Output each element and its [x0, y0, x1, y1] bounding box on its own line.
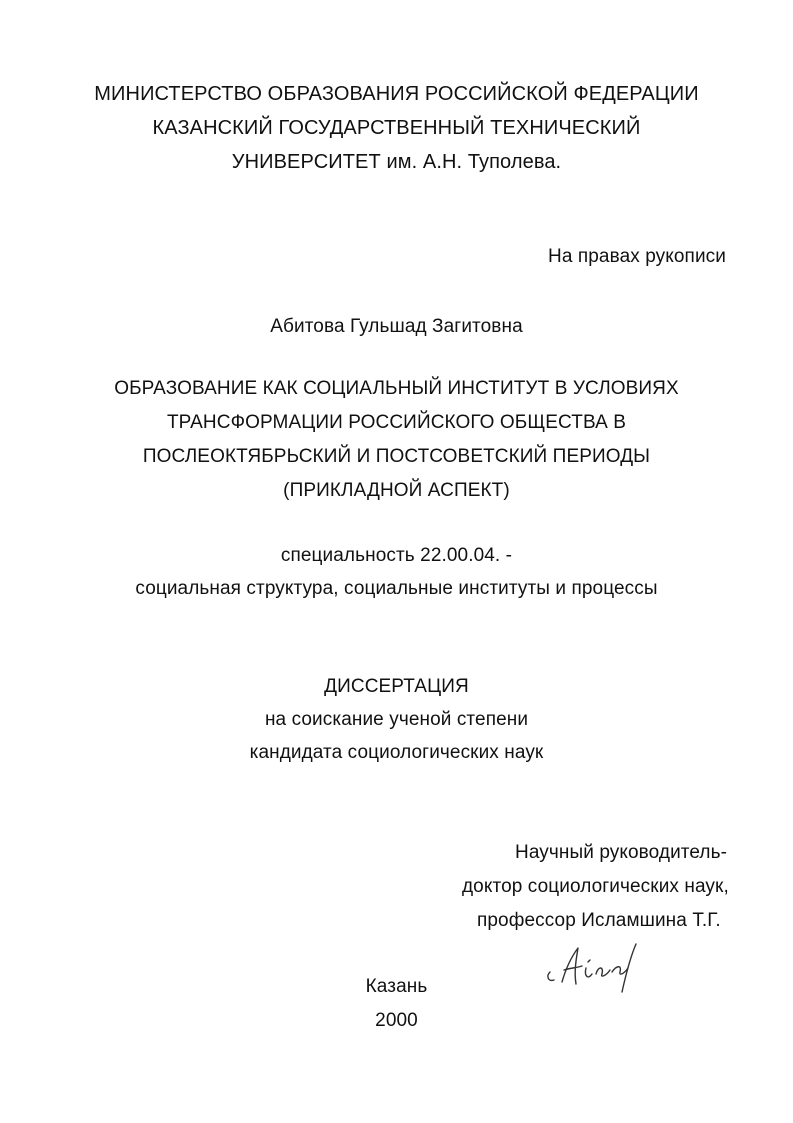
year: 2000	[375, 1010, 418, 1031]
specialty-line-2: социальная структура, социальные институты и процессы	[135, 578, 658, 599]
place-city: Казань	[365, 976, 428, 997]
manuscript-note: На правах рукописи	[548, 246, 726, 267]
title-line-1: ОБРАЗОВАНИЕ КАК СОЦИАЛЬНЫЙ ИНСТИТУТ В УСЛОВИЯХ	[114, 378, 679, 399]
institution-line-2: КАЗАНСКИЙ ГОСУДАРСТВЕННЫЙ ТЕХНИЧЕСКИЙ	[152, 117, 641, 139]
author-name: Абитова Гульшад Загитовна	[270, 316, 523, 337]
specialty-line-1: специальность 22.00.04. -	[280, 545, 513, 566]
degree-heading: ДИССЕРТАЦИЯ	[324, 676, 469, 697]
supervisor-line-3: профессор Исламшина Т.Г.	[477, 910, 721, 931]
institution-line-3: УНИВЕРСИТЕТ им. А.Н. Туполева.	[231, 151, 562, 173]
degree-line-1: на соискание ученой степени	[264, 709, 529, 730]
title-line-3: ПОСЛЕОКТЯБРЬСКИЙ И ПОСТСОВЕТСКИЙ ПЕРИОДЫ	[142, 446, 651, 467]
degree-line-2: кандидата социологических наук	[249, 742, 544, 763]
supervisor-line-2: доктор социологических наук,	[462, 876, 729, 897]
title-line-4: (ПРИКЛАДНОЙ АСПЕКТ)	[283, 480, 510, 501]
title-line-2: ТРАНСФОРМАЦИИ РОССИЙСКОГО ОБЩЕСТВА В	[166, 412, 627, 433]
supervisor-line-1: Научный руководитель-	[515, 842, 728, 863]
institution-line-1: МИНИСТЕРСТВО ОБРАЗОВАНИЯ РОССИЙСКОЙ ФЕДЕРАЦИИ	[94, 83, 699, 105]
